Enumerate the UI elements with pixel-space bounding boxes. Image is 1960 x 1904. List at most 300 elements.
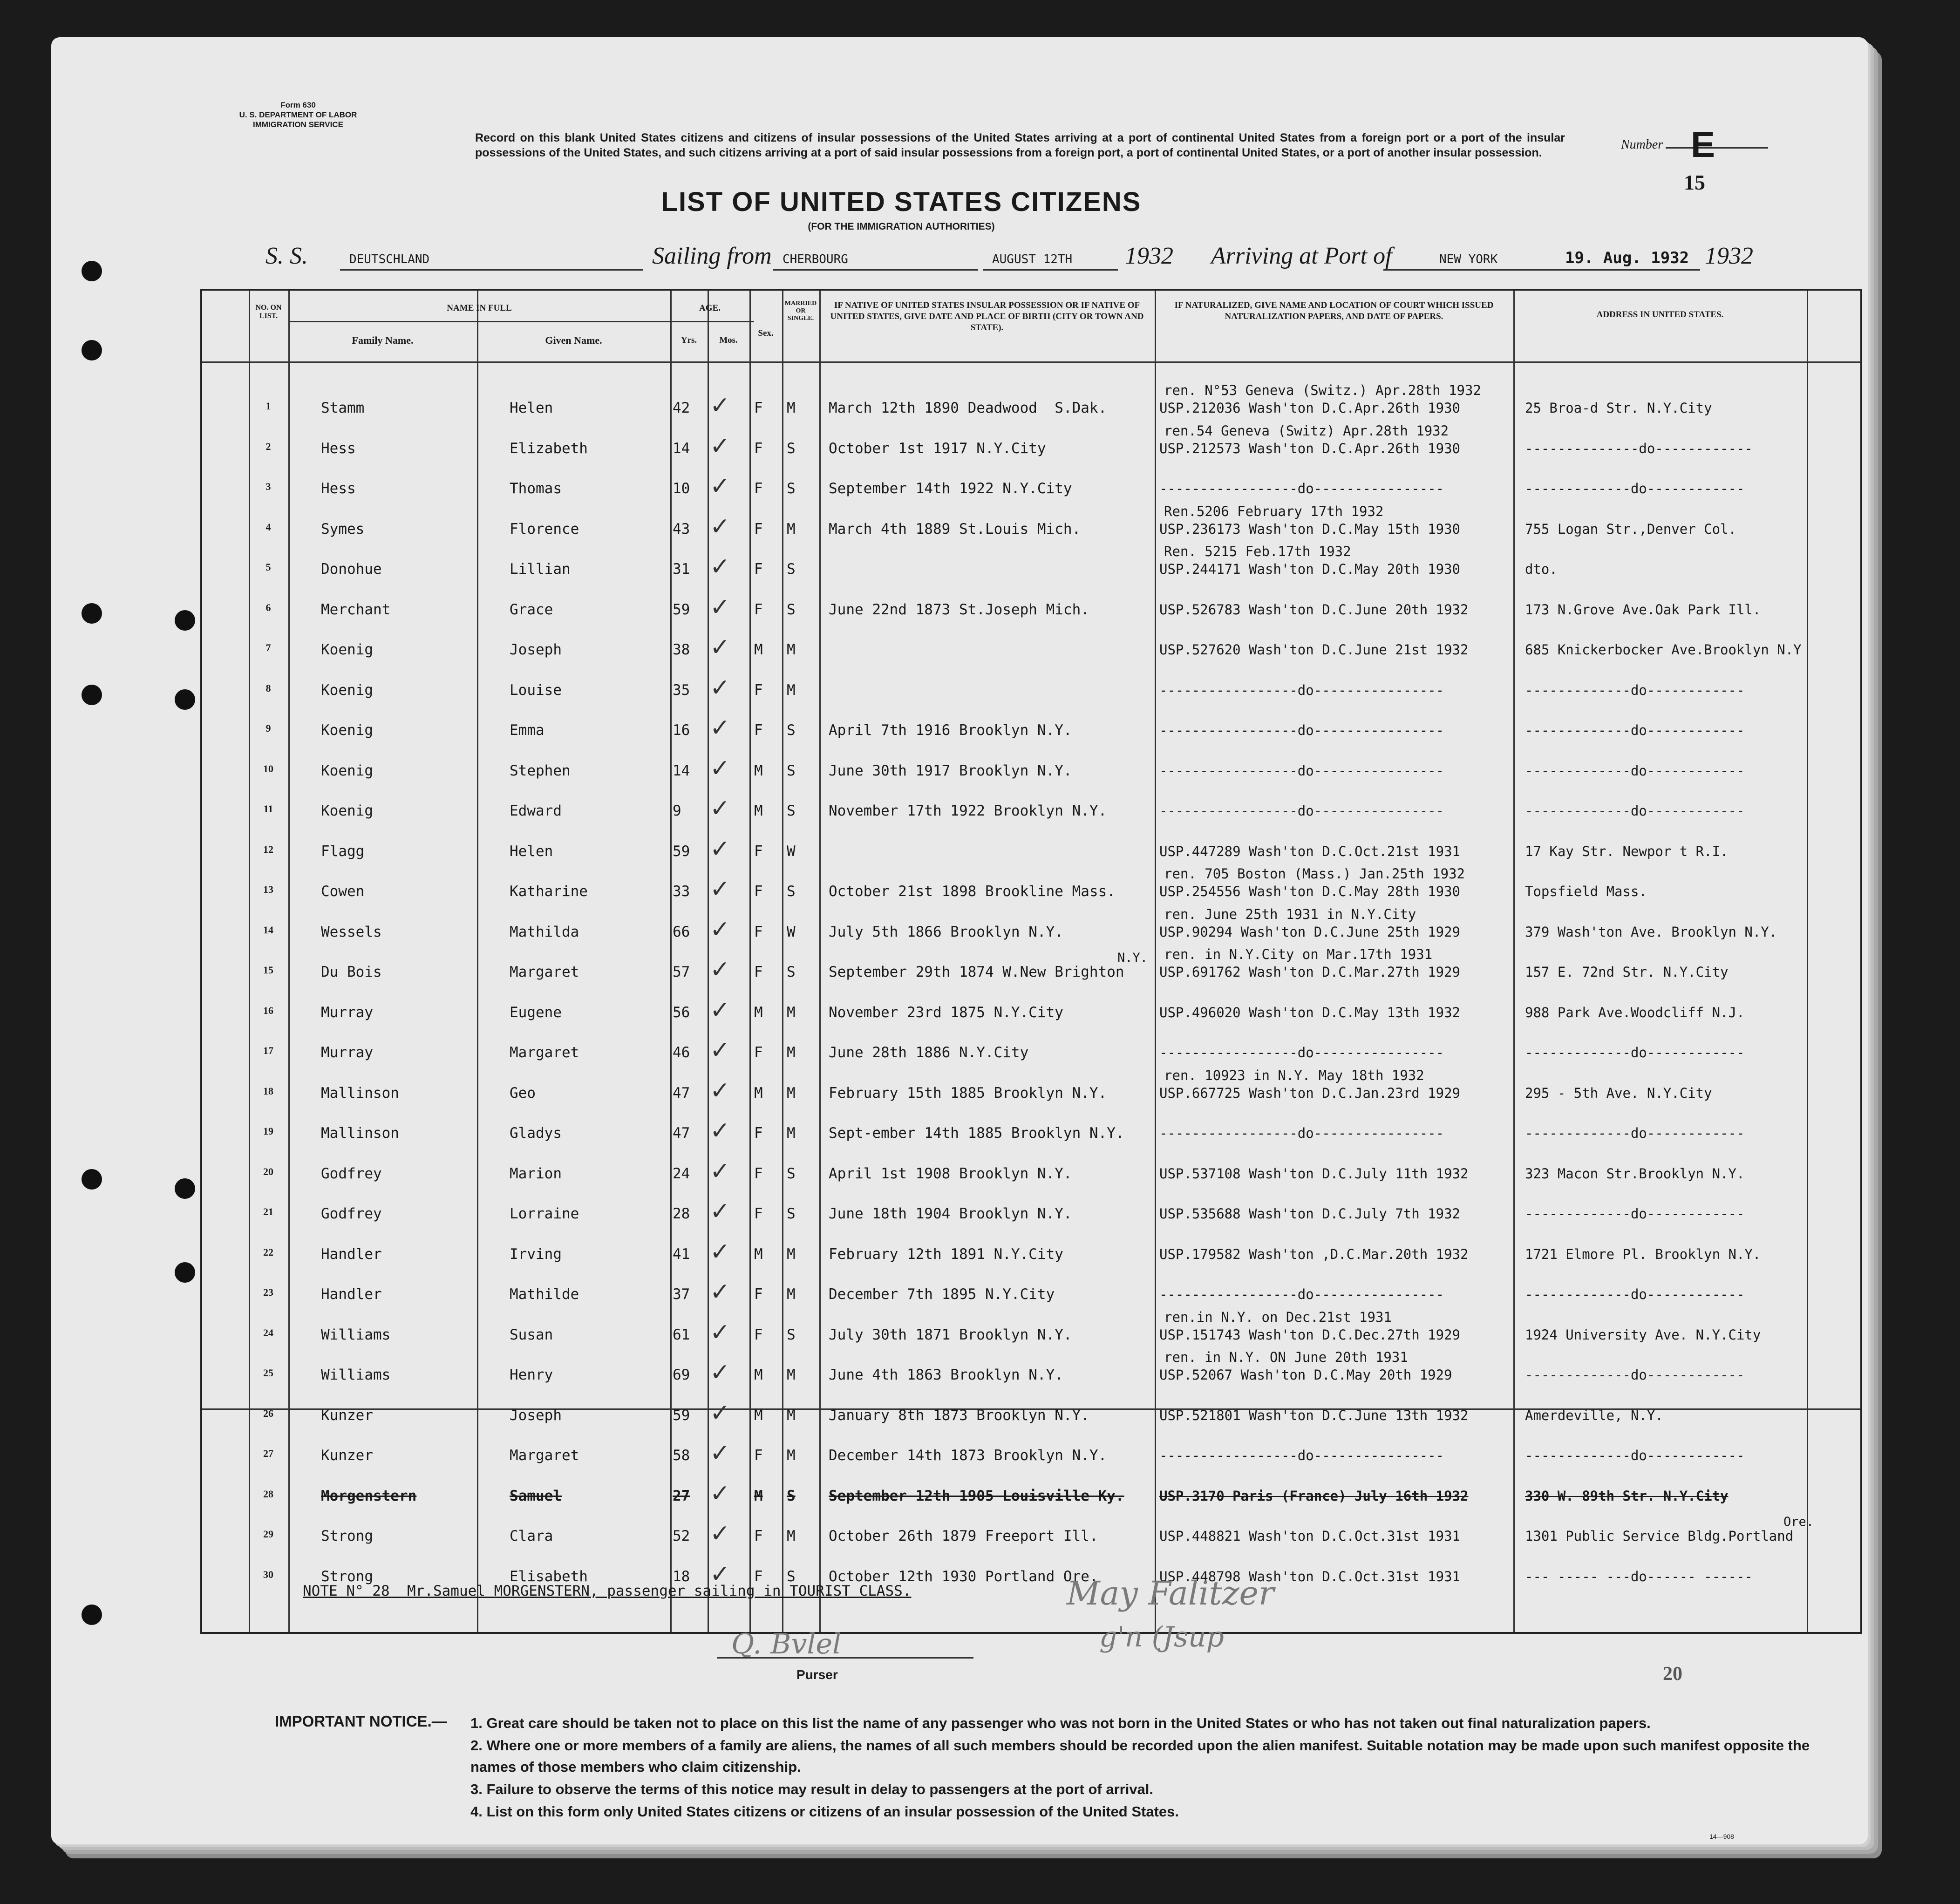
- check-mark: ✓: [710, 996, 730, 1024]
- family-name: Morgenstern: [321, 1487, 417, 1504]
- family-name: Williams: [321, 1326, 391, 1343]
- birth-info: September 14th 1922 N.Y.City: [829, 480, 1072, 497]
- address: Amerdeville, N.Y.: [1525, 1407, 1663, 1423]
- row-number: 21: [263, 1206, 273, 1217]
- sex: F: [754, 1125, 763, 1142]
- check-mark: ✓: [710, 553, 730, 581]
- address: -------------do------------: [1525, 803, 1745, 819]
- check-mark: ✓: [710, 1439, 730, 1467]
- given-name: Grace: [510, 601, 553, 618]
- address: 295 - 5th Ave. N.Y.City: [1525, 1085, 1712, 1101]
- given-name: Lorraine: [510, 1205, 579, 1222]
- check-mark: ✓: [710, 1197, 730, 1225]
- marital-status: M: [787, 520, 796, 537]
- check-mark: ✓: [710, 795, 730, 823]
- given-name: Mathilde: [510, 1286, 579, 1303]
- row-number: 9: [265, 722, 271, 734]
- marital-status: S: [787, 964, 796, 980]
- address: -------------do------------: [1525, 1125, 1745, 1141]
- page-title: LIST OF UNITED STATES CITIZENS: [661, 187, 1142, 217]
- check-mark: ✓: [710, 875, 730, 903]
- sex: F: [754, 923, 763, 940]
- family-name: Koenig: [321, 762, 373, 779]
- age-sub-divider: [670, 321, 749, 322]
- given-name: Emma: [510, 722, 544, 739]
- family-name: Mallinson: [321, 1084, 399, 1102]
- given-name: Margaret: [510, 1447, 579, 1464]
- marital-status: S: [787, 440, 796, 457]
- sex: F: [754, 843, 763, 860]
- row-number: 7: [265, 642, 271, 653]
- header-age: AGE.: [699, 303, 721, 313]
- marital-status: M: [787, 1528, 796, 1544]
- naturalization-info: -----------------do----------------: [1159, 722, 1444, 738]
- address: 685 Knickerbocker Ave.Brooklyn N.Y: [1525, 642, 1802, 658]
- manifest-sheet: [51, 37, 1868, 1844]
- family-name: Koenig: [321, 722, 373, 739]
- check-mark: ✓: [710, 593, 730, 621]
- row-number: 5: [265, 561, 271, 573]
- age-years: 43: [673, 520, 690, 537]
- address: --- ----- ---do------ ------: [1525, 1568, 1753, 1584]
- marital-status: M: [787, 1084, 796, 1102]
- record-instructions: Record on this blank United States citizens and citizens of insular possessions of the United States arriving at a port of continental United States from a foreign port or a port of the insular possessions of the United States, and such citizens arriving at a port of said insular possessions from a foreign port, a port of continental United States, or a port of another insular possession.: [475, 131, 1565, 159]
- family-name: Strong: [321, 1568, 373, 1585]
- marital-status: M: [787, 1286, 796, 1303]
- header-mos: Mos.: [719, 335, 738, 345]
- header-divider: [202, 361, 1860, 363]
- sex: F: [754, 1205, 763, 1222]
- family-name: Symes: [321, 520, 365, 537]
- age-years: 41: [673, 1245, 690, 1263]
- age-years: 59: [673, 843, 690, 860]
- check-mark: ✓: [710, 392, 730, 420]
- row-number: 24: [263, 1326, 273, 1339]
- given-name: Joseph: [510, 1407, 562, 1424]
- purser-label: Purser: [796, 1667, 838, 1682]
- marital-status: S: [787, 762, 796, 779]
- age-years: 27: [673, 1487, 690, 1504]
- binder-hole: [175, 689, 195, 710]
- naturalization-info: -----------------do----------------: [1159, 1448, 1444, 1463]
- header-no: NO. ON LIST.: [255, 304, 282, 320]
- naturalization-info: USP.527620 Wash'ton D.C.June 21st 1932: [1159, 642, 1469, 658]
- address: 157 E. 72nd Str. N.Y.City: [1525, 964, 1729, 980]
- address: 988 Park Ave.Woodcliff N.J.: [1525, 1004, 1745, 1020]
- row-number: 18: [263, 1085, 273, 1097]
- col-divider: [249, 291, 250, 1632]
- col-divider: [1513, 291, 1515, 1632]
- given-name: Thomas: [510, 480, 562, 497]
- col-divider: [1807, 291, 1808, 1632]
- naturalization-info: USP.212036 Wash'ton D.C.Apr.26th 1930: [1159, 400, 1461, 416]
- marital-status: S: [787, 1205, 796, 1222]
- department: U. S. DEPARTMENT OF LABOR: [239, 110, 357, 119]
- renewal-info: ren. 705 Boston (Mass.) Jan.25th 1932: [1164, 866, 1465, 882]
- check-mark: ✓: [710, 714, 730, 742]
- given-name: Helen: [510, 400, 553, 416]
- birth-info: September 29th 1874 W.New Brighton: [829, 964, 1124, 980]
- given-name: Susan: [510, 1326, 553, 1343]
- address: -------------do------------: [1525, 1448, 1745, 1463]
- check-mark: ✓: [710, 1238, 730, 1266]
- header-married: MARRIED OR SINGLE.: [784, 300, 817, 322]
- renewal-info: ren. June 25th 1931 in N.Y.City: [1164, 906, 1416, 922]
- binder-hole: [175, 610, 195, 631]
- sex: M: [754, 762, 763, 779]
- sailing-label: Sailing from: [652, 243, 772, 269]
- col-divider: [708, 291, 709, 1632]
- birth-info: October 12th 1930 Portland Ore.: [829, 1568, 1098, 1585]
- family-name: Murray: [321, 1004, 373, 1021]
- sex: F: [754, 1326, 763, 1343]
- birth-info: June 28th 1886 N.Y.City: [829, 1044, 1029, 1061]
- service: IMMIGRATION SERVICE: [253, 120, 343, 129]
- age-years: 28: [673, 1205, 690, 1222]
- naturalization-info: -----------------do----------------: [1159, 481, 1444, 496]
- family-name: Wessels: [321, 923, 382, 940]
- birth-info: October 26th 1879 Freeport Ill.: [829, 1528, 1098, 1544]
- age-years: 42: [673, 400, 690, 416]
- marital-status: S: [787, 1487, 796, 1504]
- check-mark: ✓: [710, 1117, 730, 1145]
- row-number: 30: [263, 1568, 273, 1580]
- naturalization-info: -----------------do----------------: [1159, 682, 1444, 698]
- sex: M: [754, 1004, 763, 1021]
- renewal-info: ren. in N.Y. ON June 20th 1931: [1164, 1349, 1408, 1365]
- birth-info: June 22nd 1873 St.Joseph Mich.: [829, 601, 1089, 618]
- family-name: Koenig: [321, 802, 373, 819]
- check-mark: ✓: [710, 1278, 730, 1306]
- arriving-label: Arriving at Port of: [1211, 243, 1392, 269]
- age-years: 66: [673, 923, 690, 940]
- check-mark: ✓: [710, 1318, 730, 1346]
- age-years: 14: [673, 440, 690, 457]
- passenger-table: [200, 289, 1862, 1634]
- age-years: 59: [673, 1407, 690, 1424]
- family-name: Du Bois: [321, 964, 382, 980]
- given-name: Marion: [510, 1165, 562, 1182]
- birth-info: November 23rd 1875 N.Y.City: [829, 1004, 1063, 1021]
- check-mark: ✓: [710, 1479, 730, 1508]
- sex: M: [754, 641, 763, 658]
- family-name: Handler: [321, 1245, 382, 1263]
- family-name: Mallinson: [321, 1125, 399, 1142]
- given-name: Stephen: [510, 762, 571, 779]
- naturalization-info: USP.448821 Wash'ton D.C.Oct.31st 1931: [1159, 1528, 1461, 1544]
- page-mark: 20: [1663, 1663, 1682, 1685]
- check-mark: ✓: [710, 1399, 730, 1427]
- binder-hole: [175, 1178, 195, 1199]
- row-number: 11: [263, 803, 273, 815]
- age-years: 33: [673, 883, 690, 900]
- sex: M: [754, 802, 763, 819]
- check-mark: ✓: [710, 673, 730, 702]
- family-name: Godfrey: [321, 1165, 382, 1182]
- row-number: 20: [263, 1165, 273, 1177]
- address: 1924 University Ave. N.Y.City: [1525, 1326, 1761, 1343]
- naturalization-info: -----------------do----------------: [1159, 762, 1444, 779]
- address-extra: Ore.: [1783, 1515, 1814, 1529]
- family-name: Koenig: [321, 641, 373, 658]
- header-sex: Sex.: [758, 328, 774, 338]
- naturalization-info: USP.448798 Wash'ton D.C.Oct.31st 1931: [1159, 1568, 1461, 1584]
- age-years: 9: [673, 802, 681, 819]
- address: -------------do------------: [1525, 722, 1745, 738]
- birth-info: April 1st 1908 Brooklyn N.Y.: [829, 1165, 1072, 1182]
- age-years: 16: [673, 722, 690, 739]
- check-mark: ✓: [710, 956, 730, 984]
- family-name: Cowen: [321, 883, 365, 900]
- age-years: 35: [673, 681, 690, 699]
- date-underline: [983, 269, 1118, 271]
- address: 1301 Public Service Bldg.Portland: [1525, 1528, 1794, 1544]
- binder-hole: [82, 685, 102, 705]
- family-name: Stamm: [321, 400, 365, 416]
- given-name: Samuel: [510, 1487, 562, 1504]
- row-number: 2: [265, 440, 271, 452]
- family-name: Hess: [321, 480, 356, 497]
- given-name: Lillian: [510, 561, 571, 578]
- sailing-date: AUGUST 12TH: [992, 252, 1073, 266]
- row-number: 16: [263, 1004, 273, 1016]
- header-naturalized: IF NATURALIZED, GIVE NAME AND LOCATION OF COURT WHICH ISSUED NATURALIZATION PAPERS, AND DATE OF PAPERS.: [1174, 300, 1494, 321]
- family-name: Handler: [321, 1286, 382, 1303]
- sex: F: [754, 722, 763, 739]
- row-number: 19: [263, 1125, 273, 1137]
- ship-underline: [340, 269, 643, 271]
- family-name: Williams: [321, 1367, 391, 1383]
- naturalization-info: USP.667725 Wash'ton D.C.Jan.23rd 1929: [1159, 1085, 1461, 1101]
- form-number: Form 630: [280, 101, 316, 109]
- naturalization-info: USP.3170 Paris (France) July 16th 1932: [1159, 1488, 1469, 1504]
- age-years: 61: [673, 1326, 690, 1343]
- marital-status: M: [787, 1367, 796, 1383]
- check-mark: ✓: [710, 512, 730, 541]
- page-subtitle: (FOR THE IMMIGRATION AUTHORITIES): [808, 221, 995, 232]
- arrival-stamp: 19. Aug. 1932: [1565, 249, 1689, 267]
- given-name: Margaret: [510, 964, 579, 980]
- binder-hole: [82, 1169, 102, 1190]
- binder-hole: [82, 261, 102, 281]
- address: 173 N.Grove Ave.Oak Park Ill.: [1525, 601, 1761, 618]
- check-mark: ✓: [710, 1036, 730, 1064]
- address: -------------do------------: [1525, 762, 1745, 779]
- check-mark: ✓: [710, 432, 730, 460]
- address: Topsfield Mass.: [1525, 884, 1647, 899]
- naturalization-info: USP.151743 Wash'ton D.C.Dec.27th 1929: [1159, 1326, 1461, 1343]
- col-divider: [782, 291, 783, 1632]
- header-given: Given Name.: [545, 334, 602, 346]
- sex: F: [754, 1286, 763, 1303]
- age-years: 10: [673, 480, 690, 497]
- marital-status: M: [787, 681, 796, 699]
- sex: F: [754, 480, 763, 497]
- birth-info: February 12th 1891 N.Y.City: [829, 1245, 1063, 1263]
- given-name: Geo: [510, 1084, 536, 1102]
- naturalization-info: -----------------do----------------: [1159, 1286, 1444, 1302]
- row-number: 3: [265, 481, 271, 492]
- sex: F: [754, 1044, 763, 1061]
- row-number: 13: [263, 884, 273, 895]
- address: 323 Macon Str.Brooklyn N.Y.: [1525, 1165, 1745, 1182]
- birth-info: July 5th 1866 Brooklyn N.Y.: [829, 923, 1063, 940]
- row-number: 23: [263, 1286, 273, 1298]
- sex: F: [754, 440, 763, 457]
- age-years: 47: [673, 1125, 690, 1142]
- voyage-line: [265, 242, 1779, 275]
- address: -------------do------------: [1525, 1045, 1745, 1061]
- address: -------------do------------: [1525, 1286, 1745, 1302]
- naturalization-info: USP.254556 Wash'ton D.C.May 28th 1930: [1159, 884, 1461, 899]
- sex: F: [754, 1528, 763, 1544]
- age-years: 57: [673, 964, 690, 980]
- naturalization-info: USP.236173 Wash'ton D.C.May 15th 1930: [1159, 521, 1461, 537]
- given-name: Irving: [510, 1245, 562, 1263]
- notice-item: 2. Where one or more members of a family are aliens, the names of all such members should be recorded upon the alien manifest. Suitable notation may be made upon such manifest opposite the names of those members who claim citizenship.: [470, 1737, 1810, 1775]
- sex: M: [754, 1245, 763, 1263]
- address: 17 Kay Str. Newpor t R.I.: [1525, 843, 1729, 859]
- birth-info: July 30th 1871 Brooklyn N.Y.: [829, 1326, 1072, 1343]
- naturalization-info: USP.535688 Wash'ton D.C.July 7th 1932: [1159, 1206, 1461, 1222]
- family-name: Merchant: [321, 601, 391, 618]
- marital-status: M: [787, 641, 796, 658]
- check-mark: ✓: [710, 754, 730, 782]
- header-family: Family Name.: [352, 334, 414, 346]
- age-years: 47: [673, 1084, 690, 1102]
- purser-line: [717, 1657, 973, 1659]
- col-divider: [819, 291, 821, 1632]
- given-name: Eugene: [510, 1004, 562, 1021]
- marital-status: S: [787, 480, 796, 497]
- birth-info: March 4th 1889 St.Louis Mich.: [829, 520, 1081, 537]
- number-value: E: [1691, 124, 1715, 165]
- marital-status: M: [787, 1447, 796, 1464]
- address: --------------do------------: [1525, 440, 1753, 456]
- renewal-info: ren. 10923 in N.Y. May 18th 1932: [1164, 1067, 1424, 1083]
- sex: F: [754, 400, 763, 416]
- given-name: Elizabeth: [510, 440, 588, 457]
- given-name: Henry: [510, 1367, 553, 1383]
- birth-info: February 15th 1885 Brooklyn N.Y.: [829, 1084, 1107, 1102]
- age-years: 56: [673, 1004, 690, 1021]
- row-number: 12: [263, 843, 273, 855]
- binder-hole: [175, 1262, 195, 1283]
- notice-list: [470, 1713, 1831, 1823]
- marital-status: S: [787, 601, 796, 618]
- row-number: 4: [265, 521, 271, 533]
- port-from-underline: [773, 269, 978, 271]
- given-name: Gladys: [510, 1125, 562, 1142]
- given-name: Mathilda: [510, 923, 579, 940]
- check-mark: ✓: [710, 1076, 730, 1105]
- row-number: 10: [263, 762, 273, 775]
- birth-info: November 17th 1922 Brooklyn N.Y.: [829, 802, 1107, 819]
- naturalization-info: USP.526783 Wash'ton D.C.June 20th 1932: [1159, 601, 1469, 618]
- age-years: 58: [673, 1447, 690, 1464]
- marital-status: M: [787, 1044, 796, 1061]
- family-name: Koenig: [321, 681, 373, 699]
- row-number: 6: [265, 601, 271, 613]
- header-address: ADDRESS IN UNITED STATES.: [1596, 310, 1724, 320]
- col-divider: [288, 291, 290, 1632]
- renewal-info: ren. N°53 Geneva (Switz.) Apr.28th 1932: [1164, 382, 1481, 398]
- age-years: 69: [673, 1367, 690, 1383]
- naturalization-info: -----------------do----------------: [1159, 1125, 1444, 1141]
- naturalization-info: USP.90294 Wash'ton D.C.June 25th 1929: [1159, 924, 1461, 940]
- family-name: Kunzer: [321, 1407, 373, 1424]
- birth-info: January 8th 1873 Brooklyn N.Y.: [829, 1407, 1089, 1424]
- given-name: Helen: [510, 843, 553, 860]
- family-name: Flagg: [321, 843, 365, 860]
- sex: F: [754, 1568, 763, 1585]
- given-name: Edward: [510, 802, 562, 819]
- number-underline: [1666, 147, 1768, 149]
- check-mark: ✓: [710, 1359, 730, 1387]
- check-mark: ✓: [710, 1560, 730, 1588]
- row-number: 25: [263, 1367, 273, 1379]
- check-mark: ✓: [710, 472, 730, 500]
- renewal-info: ren.54 Geneva (Switz) Apr.28th 1932: [1164, 422, 1449, 439]
- number-label: Number: [1621, 137, 1663, 152]
- sex: M: [754, 1367, 763, 1383]
- renewal-info: Ren.5206 February 17th 1932: [1164, 503, 1384, 519]
- port-to: NEW YORK: [1439, 252, 1498, 266]
- birth-info: June 18th 1904 Brooklyn N.Y.: [829, 1205, 1072, 1222]
- marital-status: S: [787, 1326, 796, 1343]
- header-birth: IF NATIVE OF UNITED STATES INSULAR POSSESSION OR IF NATIVE OF UNITED STATES, GIVE DATE AND PLACE OF BIRTH (CITY OR TOWN AND STATE).: [830, 300, 1144, 333]
- birth-info: April 7th 1916 Brooklyn N.Y.: [829, 722, 1072, 739]
- ship-name: DEUTSCHLAND: [349, 252, 430, 266]
- marital-status: M: [787, 1245, 796, 1263]
- age-years: 14: [673, 762, 690, 779]
- birth-info: September 12th 1905 Louisville Ky.: [829, 1487, 1124, 1504]
- row-number: 27: [263, 1448, 273, 1459]
- naturalization-info: USP.179582 Wash'ton ,D.C.Mar.20th 1932: [1159, 1246, 1469, 1262]
- address: 330 W. 89th Str. N.Y.City: [1525, 1488, 1729, 1504]
- address: -------------do------------: [1525, 481, 1745, 496]
- birth-info: December 14th 1873 Brooklyn N.Y.: [829, 1447, 1107, 1464]
- given-name: Katharine: [510, 883, 588, 900]
- footnote: NOTE N° 28 Mr.Samuel MORGENSTERN, passenger sailing in TOURIST CLASS.: [303, 1583, 912, 1599]
- row-number: 1: [265, 400, 271, 412]
- marital-status: S: [787, 722, 796, 739]
- row-number: 29: [263, 1528, 273, 1540]
- notice-item: 1. Great care should be taken not to place on this list the name of any passenger who was not born in the United States or who has not taken out final naturalization papers.: [470, 1715, 1651, 1731]
- check-mark: ✓: [710, 915, 730, 944]
- form-header: [177, 100, 419, 129]
- row-number: 28: [263, 1488, 273, 1500]
- binder-hole: [82, 603, 102, 624]
- port-from: CHERBOURG: [783, 252, 848, 266]
- address: dto.: [1525, 561, 1558, 577]
- age-years: 59: [673, 601, 690, 618]
- naturalization-info: USP.521801 Wash'ton D.C.June 13th 1932: [1159, 1407, 1469, 1423]
- header-yrs: Yrs.: [681, 335, 697, 345]
- year-2: 1932: [1705, 243, 1753, 269]
- row-number: 22: [263, 1246, 273, 1258]
- naturalization-info: USP.52067 Wash'ton D.C.May 20th 1929: [1159, 1367, 1452, 1383]
- address: -------------do------------: [1525, 682, 1745, 698]
- naturalization-info: USP.447289 Wash'ton D.C.Oct.21st 1931: [1159, 843, 1461, 859]
- birth-info: December 7th 1895 N.Y.City: [829, 1286, 1055, 1303]
- address: -------------do------------: [1525, 1367, 1745, 1383]
- row-number: 15: [263, 964, 273, 976]
- sex: M: [754, 1084, 763, 1102]
- renewal-info: ren.in N.Y. on Dec.21st 1931: [1164, 1309, 1392, 1325]
- sex: M: [754, 1407, 763, 1424]
- naturalization-info: USP.691762 Wash'ton D.C.Mar.27th 1929: [1159, 964, 1461, 980]
